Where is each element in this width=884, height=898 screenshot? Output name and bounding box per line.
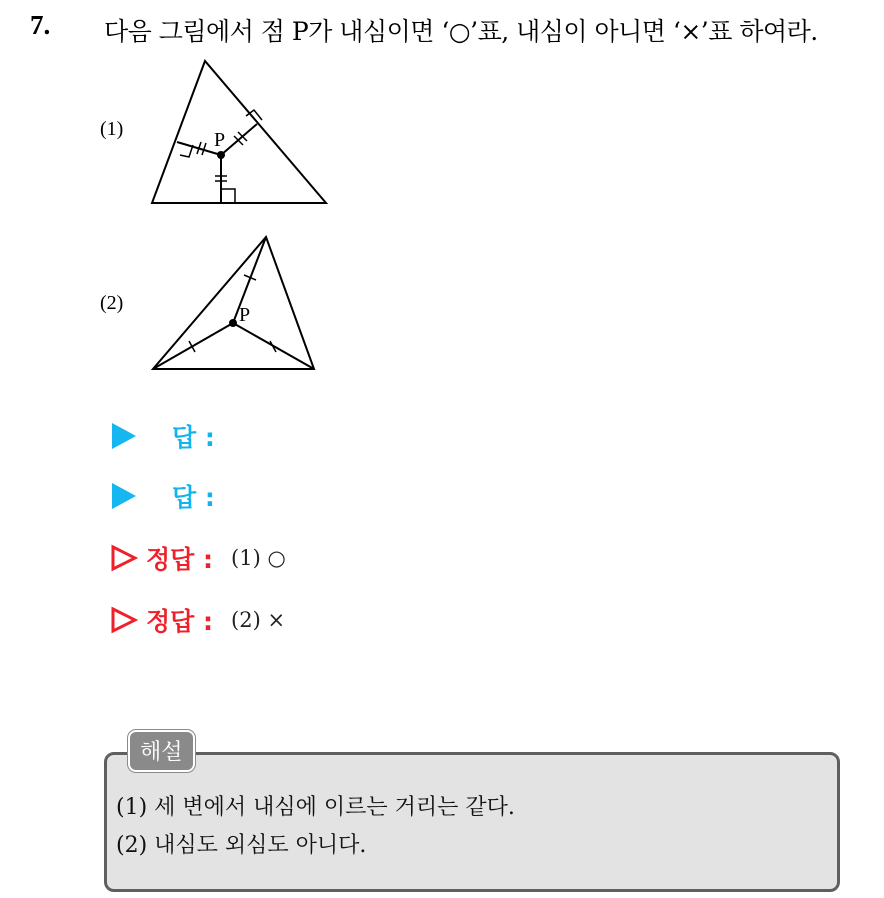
correct-answer-row-2: [110, 602, 285, 638]
outline-arrow-icon: [110, 544, 138, 572]
answer-row-2: [110, 478, 215, 514]
explanation-tag: 해설: [128, 730, 195, 772]
answer-label: 답 :: [172, 423, 215, 452]
answer-label: 답 :: [172, 483, 215, 512]
play-arrow-icon: [112, 483, 136, 509]
correct-answer-label: 정답 :: [146, 607, 214, 636]
figure-2-triangle: [146, 232, 322, 376]
figure-2-label: (2): [100, 292, 124, 314]
explanation-line-1: (1) 세 변에서 내심에 이르는 거리는 같다.: [116, 795, 515, 820]
question-text: 다음 그림에서 점 P가 내심이면 ‘○’표, 내심이 아니면 ‘×’표 하여라.: [104, 17, 818, 46]
figure-2-point-label: P: [239, 304, 251, 326]
correct-answer-value: (1) ○: [231, 546, 286, 570]
correct-answer-row-1: [110, 540, 286, 576]
question-number: 7.: [30, 10, 51, 40]
explanation-line-2: (2) 내심도 외심도 아니다.: [116, 833, 367, 858]
outline-arrow-icon: [110, 606, 138, 634]
answer-row-1: [110, 418, 215, 454]
correct-answer-value: (2) ×: [231, 608, 286, 632]
figure-1-point-label: P: [214, 129, 226, 151]
figure-1-label: (1): [100, 118, 124, 140]
figure-1-triangle: [146, 55, 336, 210]
play-arrow-icon: [112, 423, 136, 449]
explanation-box: [104, 752, 840, 892]
correct-answer-label: 정답 :: [146, 545, 214, 574]
